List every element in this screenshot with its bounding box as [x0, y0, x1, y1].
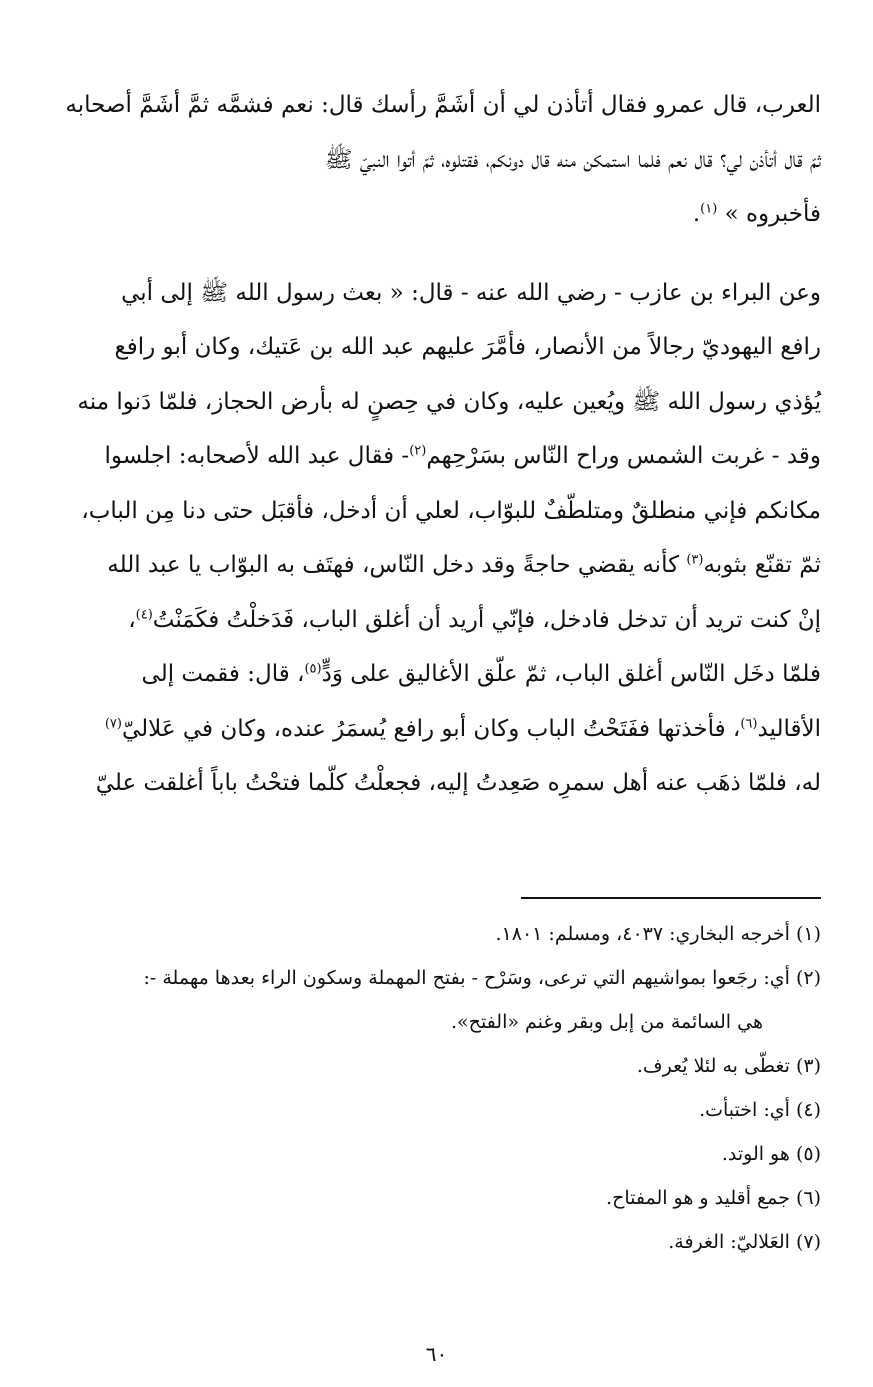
footnote-number: (٤) [795, 1099, 821, 1121]
page-number: ٦٠ [425, 1342, 448, 1366]
footnote-number: (١) [795, 923, 821, 945]
footnote-text: هو الوتد. [721, 1143, 790, 1165]
text-segment: ، [128, 606, 136, 633]
text-segment: ، فأخذتها ففَتَحْتُ الباب وكان أبو رافع يُسمَرُ عنده، وكان في عَلاليّ [121, 715, 741, 742]
footnote-7 [52, 1220, 821, 1264]
footnote-divider [521, 897, 821, 899]
footnote-4 [52, 1088, 821, 1132]
text-line: مكانكم فإني منطلقٌ ومتلطّفٌ للبوّاب، لعلي أن أدخل، فأقبَل حتى دنا مِن الباب، [81, 497, 821, 524]
text-line: له، فلمّا ذهَب عنه أهل سمرِه صَعِدتُ إليه، فجعلْتُ كلّما فتحْتُ باباً أغلقت عليّ [95, 770, 821, 796]
text-line: وعن البراء بن عازب - رضي الله عنه - قال: « بعث رسول الله ﷺ إلى أبي [121, 279, 821, 306]
text-line: يُؤذي رسول الله ﷺ ويُعين عليه، وكان في حِصنٍ له بأرض الحجاز، فلمّا دَنوا منه [77, 388, 821, 415]
text-line [52, 593, 821, 648]
footnote-text: أخرجه البخاري: ٤٠٣٧، ومسلم: ١٨٠١. [495, 923, 790, 945]
footnotes [52, 912, 821, 1264]
footnote-3 [52, 1044, 821, 1088]
text-segment: فأخبروه » [724, 201, 821, 227]
footnote-text: تغطّى به لئلا يُعرف. [636, 1055, 790, 1077]
footnote-ref: (١) [700, 201, 718, 217]
footnote-ref: (٦) [740, 715, 758, 731]
footnote-text: أي: رجَعوا بمواشيهم التي ترعى، وسَرْح - بفتح المهملة وسكون الراء بعدها مهملة -: [143, 967, 790, 989]
text-line [52, 702, 821, 757]
footnote-2 [52, 956, 821, 1044]
footnote-text: العَلاليّ: الغرفة. [668, 1231, 790, 1253]
text-segment: ثمّ تقنّع بثوبه [703, 552, 821, 578]
footnote-number: (٧) [795, 1231, 821, 1253]
footnote-number: (٥) [795, 1143, 821, 1165]
text-line: العرب، قال عمرو فقال أتأذن لي أن أشَمَّ رأسك قال: نعم فشمَّه ثمَّ أشَمَّ أصحابه [65, 92, 821, 118]
text-segment: الأقاليد [757, 715, 821, 742]
main-text [52, 78, 821, 811]
footnote-ref: (٢) [409, 443, 427, 459]
footnote-text: جمع أقليد و هو المفتاح. [606, 1187, 790, 1209]
text-line [52, 647, 821, 702]
text-segment: كأنه يقضي حاجةً وقد دخل النّاس، فهتَف به البوّاب يا عبد الله [107, 552, 687, 578]
footnote-number: (٣) [795, 1055, 821, 1077]
footnote-ref: (٤) [135, 606, 153, 622]
text-segment: . [692, 201, 701, 227]
footnote-ref: (٥) [304, 661, 322, 677]
text-segment: وقد - غربت الشمس وراح النّاس بسَرْحِهم [426, 443, 821, 469]
text-line: ثمّ قال أتأذن لي؟ قال نعم فلما استمكن منه قال دونكم، فقتلوه، ثمّ أتوا النبيّ ﷺ [324, 146, 821, 173]
footnote-ref: (٧) [104, 715, 122, 731]
text-segment: إنْ كنت تريد أن تدخل فادخل، فإنّي أريد أن أغلق الباب، فَدَخلْتُ فكَمَنْتُ [152, 606, 821, 633]
footnote-text-continuation: هي السائمة من إبل وبقر وغنم «الفتح». [451, 1011, 763, 1033]
text-line [52, 538, 821, 593]
text-line: رافع اليهوديّ رجالاً من الأنصار، فأمَّرَ عليهم عبد الله بن عَتيك، وكان أبو رافع [114, 334, 821, 360]
footnote-text: أي: اختبأت. [699, 1099, 790, 1121]
text-line [52, 429, 821, 484]
paragraph-2 [52, 266, 821, 811]
footnote-6 [52, 1176, 821, 1220]
text-line [52, 187, 821, 242]
footnote-number: (٢) [795, 967, 821, 989]
footnote-number: (٦) [795, 1187, 821, 1209]
text-segment: فلمّا دخَل النّاس أغلق الباب، ثمّ علّق الأغاليق على وَدٍّ [321, 661, 821, 687]
footnote-ref: (٣) [686, 552, 704, 568]
text-segment: - فقال عبد الله لأصحابه: اجلسوا [104, 443, 410, 469]
paragraph-1 [52, 78, 821, 242]
footnote-1 [52, 912, 821, 956]
footnote-5 [52, 1132, 821, 1176]
text-segment: ، قال: فقمت إلى [141, 661, 305, 687]
